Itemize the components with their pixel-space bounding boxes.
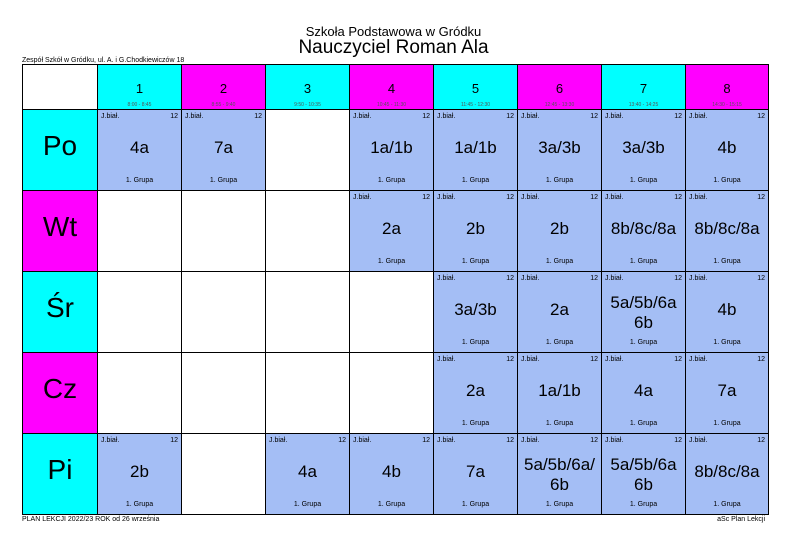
lesson-room: 12 xyxy=(674,275,682,282)
lesson-room: 12 xyxy=(757,275,765,282)
lesson-class: 3a/3b xyxy=(622,138,665,157)
lesson-group: 1. Grupa xyxy=(545,258,574,265)
empty-slot xyxy=(266,191,350,272)
period-header-8 xyxy=(686,65,769,110)
period-header-4 xyxy=(350,65,434,110)
lesson-group: 1. Grupa xyxy=(629,339,658,346)
lesson-subject: J.biał. xyxy=(605,194,624,201)
lesson-cell[interactable] xyxy=(266,434,350,515)
lesson-group: 1. Grupa xyxy=(545,420,574,427)
lesson-group: 1. Grupa xyxy=(377,258,406,265)
period-number: 3 xyxy=(303,81,312,96)
lesson-room: 12 xyxy=(170,113,178,120)
empty-slot xyxy=(182,191,266,272)
lesson-room: 12 xyxy=(506,356,514,363)
day-row xyxy=(23,191,769,272)
lesson-room: 12 xyxy=(757,437,765,444)
lesson-group: 1. Grupa xyxy=(545,339,574,346)
lesson-class: 4b xyxy=(717,138,737,157)
day-cell xyxy=(23,110,98,191)
lesson-class: 7a xyxy=(717,381,737,400)
empty-slot xyxy=(266,272,350,353)
period-number: 7 xyxy=(639,81,648,96)
lesson-room: 12 xyxy=(674,356,682,363)
day-name: Śr xyxy=(46,292,74,323)
lesson-cell[interactable] xyxy=(434,191,518,272)
lesson-cell[interactable] xyxy=(434,353,518,434)
lesson-subject: J.biał. xyxy=(521,113,540,120)
lesson-subject: J.biał. xyxy=(353,437,372,444)
lesson-cell[interactable] xyxy=(182,110,266,191)
lesson-cell[interactable] xyxy=(602,191,686,272)
lesson-group: 1. Grupa xyxy=(125,177,154,184)
lesson-class: 1a/1b xyxy=(454,138,497,157)
corner-cell xyxy=(23,65,98,110)
school-name: Szkoła Podstawowa w Gródku xyxy=(305,24,482,39)
period-number: 4 xyxy=(387,81,396,96)
empty-slot xyxy=(182,434,266,515)
empty-slot xyxy=(266,353,350,434)
empty-slot xyxy=(98,272,182,353)
lesson-cell[interactable] xyxy=(602,353,686,434)
lesson-class: 5a/5b/6a/ 6b xyxy=(524,455,595,494)
lesson-room: 12 xyxy=(590,113,598,120)
lesson-room: 12 xyxy=(254,113,262,120)
lesson-subject: J.biał. xyxy=(353,113,372,120)
lesson-cell[interactable] xyxy=(686,110,769,191)
lesson-group: 1. Grupa xyxy=(713,339,741,346)
lesson-group: 1. Grupa xyxy=(713,258,741,265)
lesson-cell[interactable] xyxy=(434,434,518,515)
lesson-cell[interactable] xyxy=(518,191,602,272)
lesson-class: 1a/1b xyxy=(538,381,581,400)
lesson-subject: J.biał. xyxy=(689,356,708,363)
lesson-class: 7a xyxy=(214,138,233,157)
lesson-class: 2a xyxy=(466,381,485,400)
period-time: 8:55 - 9:40 xyxy=(211,102,236,108)
lesson-class: 2b xyxy=(466,219,485,238)
lesson-cell[interactable] xyxy=(98,110,182,191)
lesson-group: 1. Grupa xyxy=(293,501,322,508)
empty-slot xyxy=(350,353,434,434)
lesson-room: 12 xyxy=(506,113,514,120)
day-cell xyxy=(23,353,98,434)
period-number: 6 xyxy=(555,81,564,96)
lesson-class: 8b/8c/8a xyxy=(694,219,760,238)
empty-slot xyxy=(98,353,182,434)
lesson-group: 1. Grupa xyxy=(713,420,741,427)
lesson-group: 1. Grupa xyxy=(629,420,658,427)
lesson-subject: J.biał. xyxy=(521,437,540,444)
teacher-name: Nauczyciel Roman Ala xyxy=(298,37,489,58)
period-time: 14:30 - 15:15 xyxy=(712,102,742,108)
lesson-group: 1. Grupa xyxy=(629,177,658,184)
day-name: Wt xyxy=(42,211,78,242)
lesson-room: 12 xyxy=(338,437,346,444)
day-cell xyxy=(23,272,98,353)
lesson-cell[interactable] xyxy=(518,434,602,515)
lesson-subject: J.biał. xyxy=(689,275,708,282)
lesson-cell[interactable] xyxy=(686,272,769,353)
lesson-subject: J.biał. xyxy=(605,356,624,363)
empty-slot xyxy=(266,110,350,191)
lesson-group: 1. Grupa xyxy=(377,177,406,184)
day-name: Pi xyxy=(47,454,73,485)
school-address: Zespół Szkół w Gródku, ul. A. i G.Chodkiewiczów 18 xyxy=(22,57,185,64)
lesson-group: 1. Grupa xyxy=(545,177,574,184)
lesson-subject: J.biał. xyxy=(437,194,456,201)
lesson-class: 5a/5b/6a 6b xyxy=(610,293,677,332)
lesson-class: 4a xyxy=(298,462,317,481)
lesson-subject: J.biał. xyxy=(689,113,708,120)
lesson-class: 4a xyxy=(130,138,149,157)
lesson-room: 12 xyxy=(422,194,430,201)
lesson-cell[interactable] xyxy=(686,434,769,515)
empty-slot xyxy=(182,353,266,434)
lesson-class: 4b xyxy=(717,300,737,319)
empty-slot xyxy=(98,191,182,272)
period-header-7 xyxy=(602,65,686,110)
period-time: 11:45 - 12:30 xyxy=(460,102,491,108)
lesson-group: 1. Grupa xyxy=(461,339,490,346)
lesson-room: 12 xyxy=(674,113,682,120)
lesson-group: 1. Grupa xyxy=(545,501,574,508)
lesson-group: 1. Grupa xyxy=(629,501,658,508)
lesson-cell[interactable] xyxy=(350,110,434,191)
lesson-cell[interactable] xyxy=(434,272,518,353)
lesson-subject: J.biał. xyxy=(605,275,624,282)
day-row xyxy=(23,353,769,434)
lesson-class: 2a xyxy=(550,300,569,319)
day-row xyxy=(23,434,769,515)
lesson-room: 12 xyxy=(506,194,514,201)
lesson-class: 2b xyxy=(550,219,569,238)
day-name: Po xyxy=(42,130,78,161)
lesson-group: 1. Grupa xyxy=(377,501,406,508)
lesson-subject: J.biał. xyxy=(353,194,372,201)
lesson-subject: J.biał. xyxy=(605,437,624,444)
period-header-3 xyxy=(266,65,350,110)
lesson-room: 12 xyxy=(422,437,430,444)
lesson-cell[interactable] xyxy=(686,191,769,272)
lesson-class: 4a xyxy=(634,381,653,400)
lesson-room: 12 xyxy=(757,113,765,120)
period-header-1 xyxy=(98,65,182,110)
lesson-subject: J.biał. xyxy=(689,194,708,201)
lesson-class: 8b/8c/8a xyxy=(610,219,677,238)
lesson-class: 3a/3b xyxy=(538,138,581,157)
empty-slot xyxy=(350,272,434,353)
lesson-cell[interactable] xyxy=(686,353,769,434)
lesson-class: 2a xyxy=(382,219,401,238)
lesson-subject: J.biał. xyxy=(521,194,540,201)
lesson-group: 1. Grupa xyxy=(629,258,658,265)
lesson-subject: J.biał. xyxy=(269,437,288,444)
lesson-subject: J.biał. xyxy=(437,437,456,444)
lesson-room: 12 xyxy=(506,437,514,444)
lesson-room: 12 xyxy=(757,356,765,363)
period-header-6 xyxy=(518,65,602,110)
period-header-2 xyxy=(182,65,266,110)
lesson-room: 12 xyxy=(422,113,430,120)
lesson-subject: J.biał. xyxy=(185,113,204,120)
lesson-group: 1. Grupa xyxy=(125,501,154,508)
period-time: 9:50 - 10:35 xyxy=(294,102,321,108)
period-time: 12:45 - 13:30 xyxy=(544,102,575,108)
lesson-class: 5a/5b/6a 6b xyxy=(610,455,677,494)
day-cell xyxy=(23,434,98,515)
footer-app-name: aSc Plan Lekcji xyxy=(717,516,765,523)
lesson-subject: J.biał. xyxy=(521,356,540,363)
period-number: 8 xyxy=(723,81,731,96)
lesson-group: 1. Grupa xyxy=(461,177,490,184)
lesson-cell[interactable] xyxy=(350,191,434,272)
period-number: 2 xyxy=(219,81,228,96)
period-time: 13:40 - 14:25 xyxy=(628,102,659,108)
lesson-cell[interactable] xyxy=(350,434,434,515)
lesson-subject: J.biał. xyxy=(101,437,120,444)
period-number: 1 xyxy=(135,81,144,96)
period-time: 8:00 - 8:45 xyxy=(127,102,152,108)
period-header-5 xyxy=(434,65,518,110)
lesson-subject: J.biał. xyxy=(101,113,120,120)
lesson-class: 3a/3b xyxy=(454,300,497,319)
lesson-class: 7a xyxy=(466,462,485,481)
lesson-cell[interactable] xyxy=(602,110,686,191)
lesson-room: 12 xyxy=(674,437,682,444)
period-number: 5 xyxy=(471,81,480,96)
lesson-subject: J.biał. xyxy=(521,275,540,282)
lesson-subject: J.biał. xyxy=(689,437,708,444)
empty-slot xyxy=(182,272,266,353)
day-row xyxy=(23,110,769,191)
lesson-subject: J.biał. xyxy=(437,356,456,363)
lesson-group: 1. Grupa xyxy=(461,258,490,265)
lesson-room: 12 xyxy=(590,275,598,282)
lesson-cell[interactable] xyxy=(518,353,602,434)
lesson-class: 4b xyxy=(382,462,401,481)
lesson-group: 1. Grupa xyxy=(713,177,741,184)
day-cell xyxy=(23,191,98,272)
lesson-room: 12 xyxy=(757,194,765,201)
lesson-cell[interactable] xyxy=(434,110,518,191)
lesson-room: 12 xyxy=(674,194,682,201)
lesson-cell[interactable] xyxy=(518,272,602,353)
lesson-class: 8b/8c/8a xyxy=(694,462,760,481)
lesson-group: 1. Grupa xyxy=(713,501,741,508)
lesson-cell[interactable] xyxy=(518,110,602,191)
lesson-room: 12 xyxy=(170,437,178,444)
footer-plan-info: PLAN LEKCJI 2022/23 ROK od 26 września xyxy=(22,516,160,523)
lesson-subject: J.biał. xyxy=(437,275,456,282)
lesson-group: 1. Grupa xyxy=(461,501,490,508)
lesson-cell[interactable] xyxy=(602,434,686,515)
lesson-group: 1. Grupa xyxy=(209,177,238,184)
lesson-group: 1. Grupa xyxy=(461,420,490,427)
period-time: 10:45 - 11:30 xyxy=(376,102,407,108)
lesson-room: 12 xyxy=(590,194,598,201)
lesson-room: 12 xyxy=(590,356,598,363)
day-row xyxy=(23,272,769,353)
lesson-subject: J.biał. xyxy=(437,113,456,120)
day-name: Cz xyxy=(42,373,78,404)
timetable-grid xyxy=(22,64,769,515)
lesson-class: 2b xyxy=(130,462,149,481)
lesson-cell[interactable] xyxy=(98,434,182,515)
lesson-room: 12 xyxy=(506,275,514,282)
lesson-cell[interactable] xyxy=(602,272,686,353)
lesson-subject: J.biał. xyxy=(605,113,624,120)
lesson-class: 1a/1b xyxy=(370,138,413,157)
lesson-room: 12 xyxy=(590,437,598,444)
period-header-row xyxy=(23,65,769,110)
